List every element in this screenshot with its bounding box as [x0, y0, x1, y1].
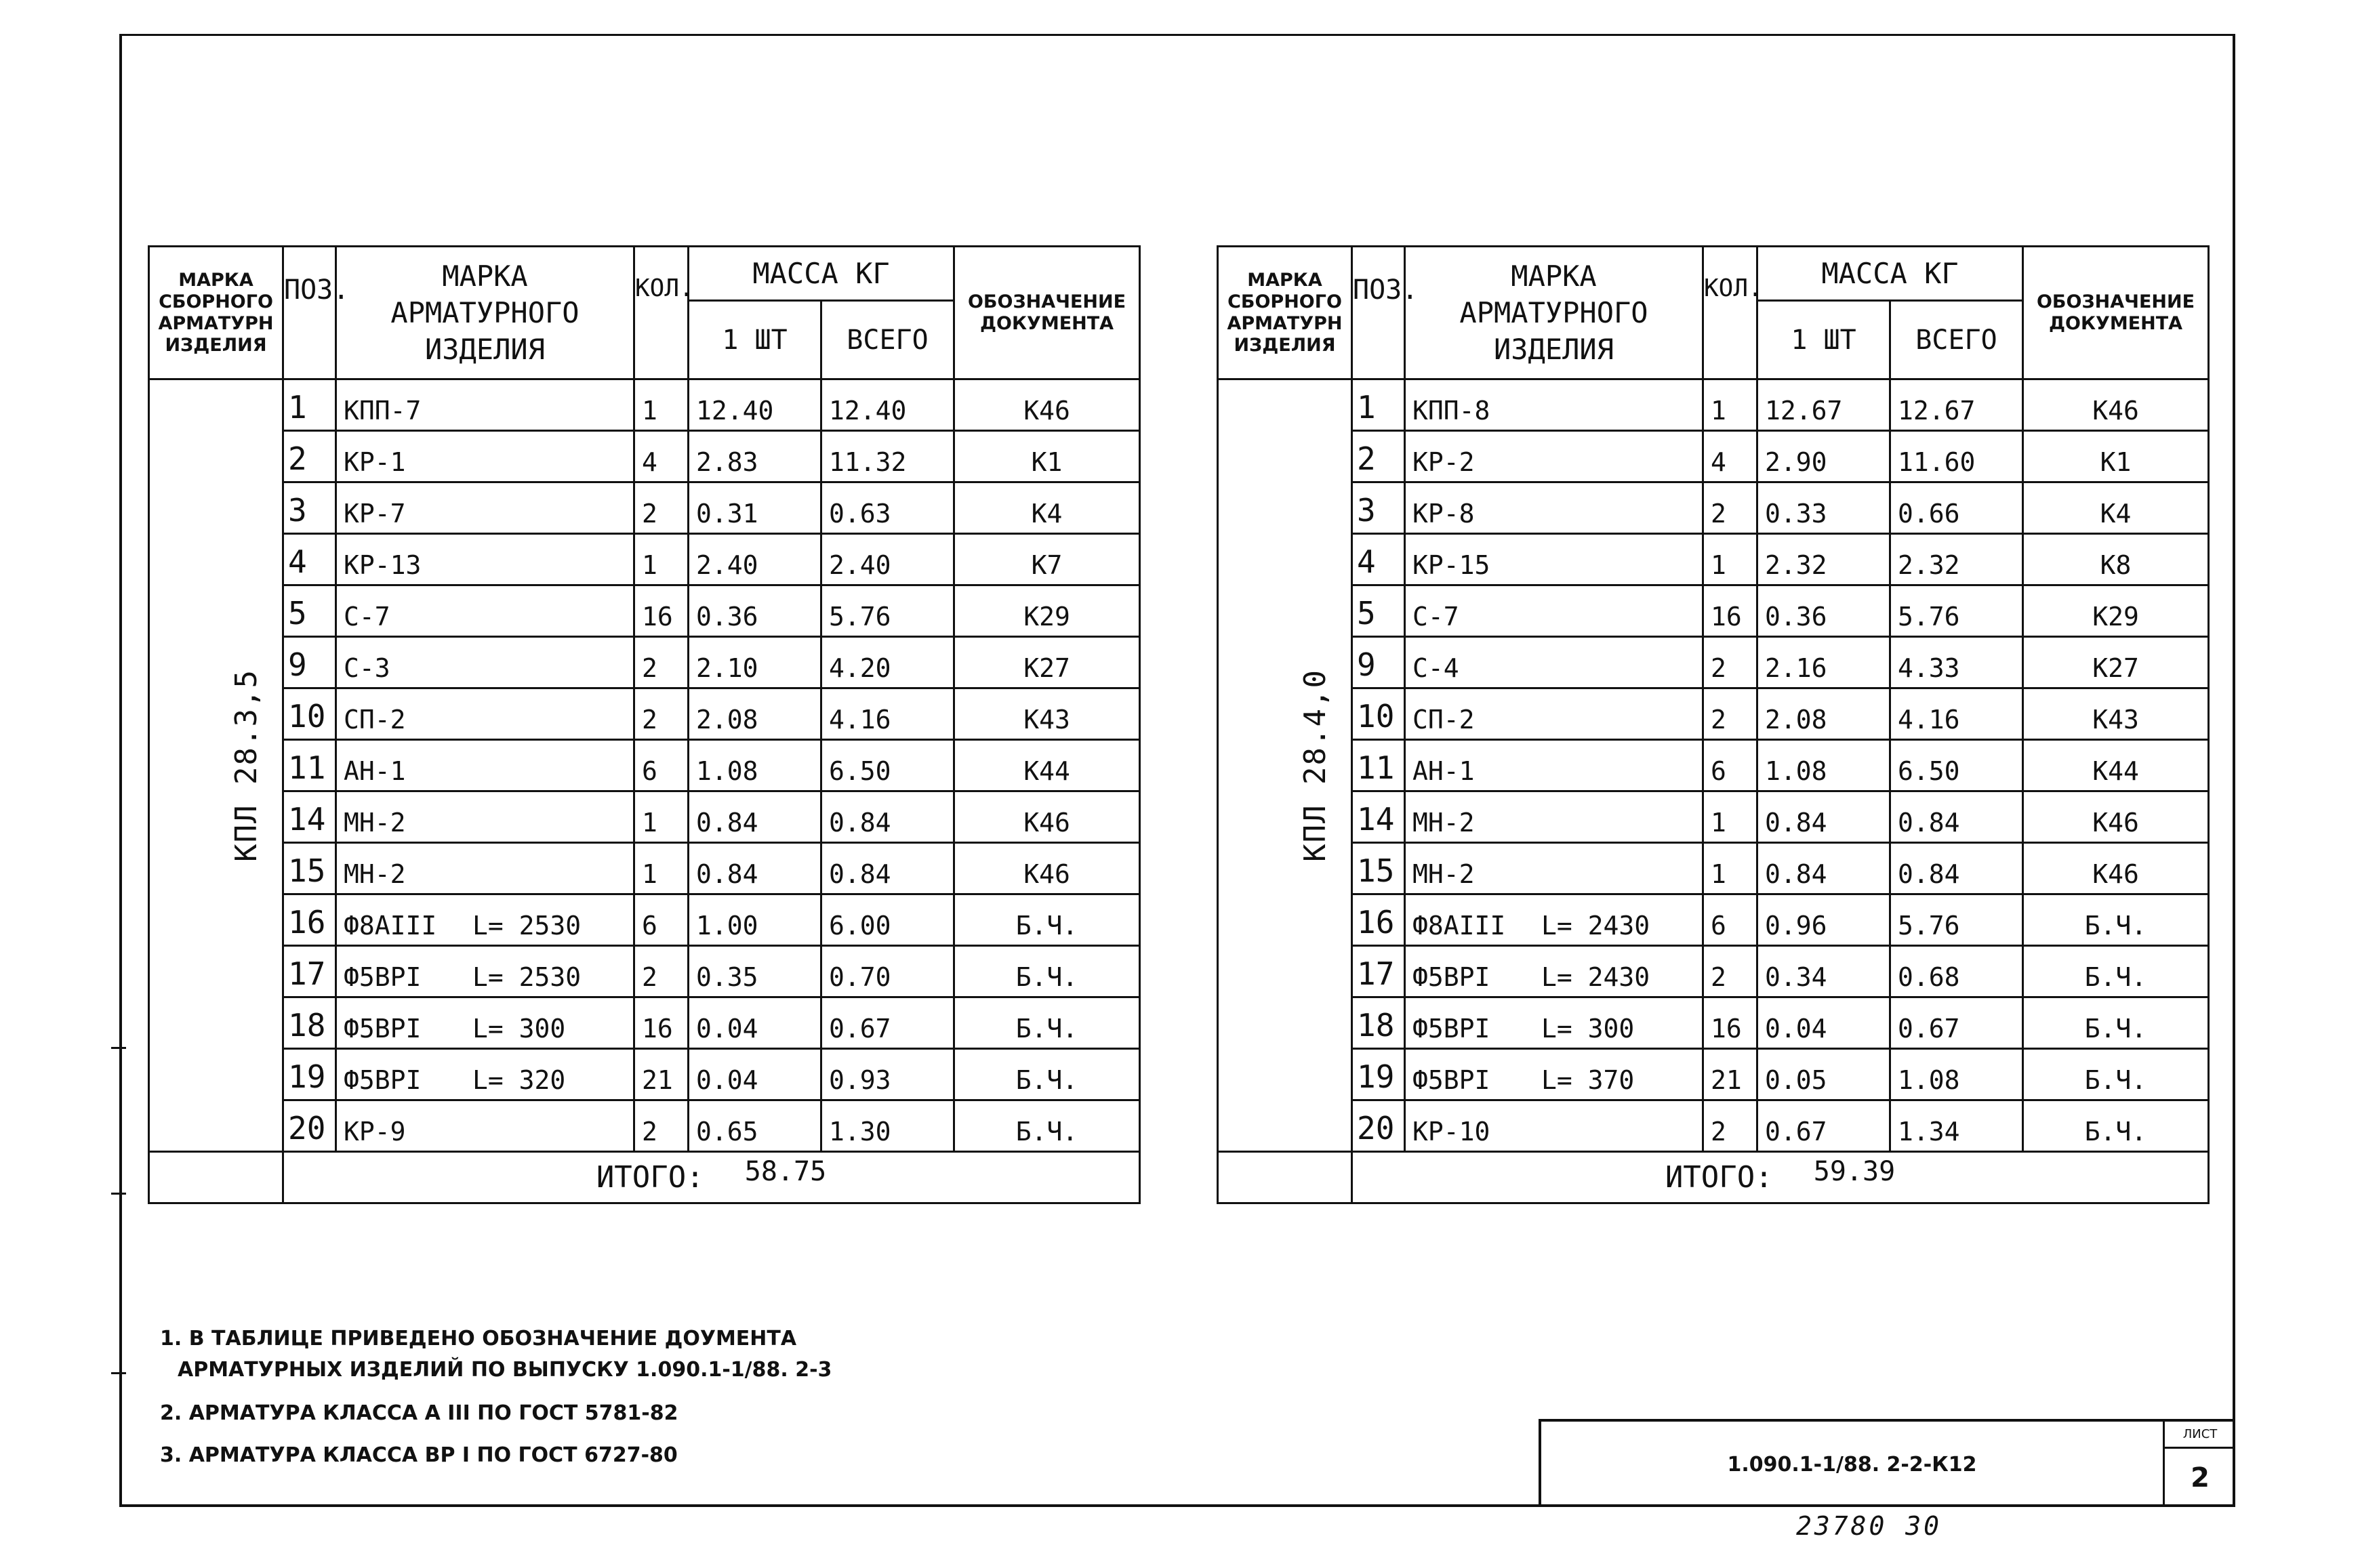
cell-mass-total: 5.76 — [1890, 894, 2023, 946]
archive-number: 23780 30 — [1796, 1511, 1942, 1541]
cell-product-mark — [1405, 585, 1703, 637]
cell-mass-total: 0.70 — [821, 946, 954, 997]
frame-tick — [111, 1372, 126, 1374]
cell-qty: 2 — [1703, 688, 1757, 740]
cell-mass-unit: 0.34 — [1757, 946, 1890, 997]
cell-document: Б.Ч. — [954, 946, 1140, 997]
header-assembly-mark: МАРКА СБОРНОГО АРМАТУРН ИЗДЕЛИЯ — [149, 247, 283, 379]
cell-document: Б.Ч. — [954, 997, 1140, 1049]
header-mass: МАССА КГ — [1757, 247, 2023, 301]
table-row — [1218, 637, 2209, 688]
cell-pos: 10 — [283, 688, 336, 740]
table-row — [1218, 1100, 2209, 1152]
cell-document: К29 — [2023, 585, 2209, 637]
total-row-blank — [1218, 1152, 1352, 1203]
table-row — [149, 585, 1140, 637]
cell-document: К8 — [2023, 534, 2209, 585]
cell-document: Б.Ч. — [2023, 1049, 2209, 1100]
cell-mass-unit: 2.08 — [1757, 688, 1890, 740]
cell-mass-total: 5.76 — [1890, 585, 2023, 637]
total-row-blank — [149, 1152, 283, 1203]
cell-mass-total: 4.16 — [821, 688, 954, 740]
cell-product-mark — [336, 688, 634, 740]
cell-mass-total: 1.34 — [1890, 1100, 2023, 1152]
cell-product-mark — [336, 482, 634, 534]
cell-product-mark — [336, 379, 634, 431]
cell-pos: 11 — [283, 740, 336, 791]
cell-qty: 6 — [634, 740, 689, 791]
product-name: АН-1 — [344, 756, 406, 786]
table-header-row — [149, 247, 1140, 301]
cell-qty: 1 — [634, 534, 689, 585]
table-row — [149, 791, 1140, 843]
cell-qty: 4 — [1703, 431, 1757, 482]
cell-mass-total: 0.84 — [821, 843, 954, 894]
title-block — [1539, 1419, 2235, 1507]
cell-pos: 4 — [283, 534, 336, 585]
cell-document: К1 — [954, 431, 1140, 482]
product-length: L= 2530 — [472, 962, 582, 992]
cell-product-mark — [1405, 946, 1703, 997]
cell-document: Б.Ч. — [954, 1100, 1140, 1152]
cell-product-mark — [1405, 1049, 1703, 1100]
cell-mass-unit: 1.08 — [1757, 740, 1890, 791]
product-length: L= 2430 — [1541, 911, 1650, 941]
header-pos: ПОЗ. — [1352, 247, 1405, 379]
cell-document: К46 — [954, 843, 1140, 894]
cell-product-mark — [336, 843, 634, 894]
cell-mass-unit: 12.40 — [689, 379, 821, 431]
cell-document: К1 — [2023, 431, 2209, 482]
product-name: Ф5ВРI — [344, 1014, 422, 1044]
specification-table-left — [148, 245, 1141, 1204]
cell-pos: 9 — [1352, 637, 1405, 688]
cell-mass-total: 0.84 — [1890, 791, 2023, 843]
cell-pos: 11 — [1352, 740, 1405, 791]
cell-pos: 5 — [1352, 585, 1405, 637]
total-label: ИТОГО: — [596, 1160, 704, 1195]
table-row — [149, 688, 1140, 740]
cell-mass-unit: 2.08 — [689, 688, 821, 740]
cell-document: Б.Ч. — [2023, 1100, 2209, 1152]
cell-pos: 16 — [1352, 894, 1405, 946]
cell-document: Б.Ч. — [954, 1049, 1140, 1100]
cell-document: К46 — [2023, 379, 2209, 431]
table-row — [149, 843, 1140, 894]
cell-qty: 21 — [634, 1049, 689, 1100]
cell-qty: 1 — [1703, 534, 1757, 585]
cell-pos: 2 — [1352, 431, 1405, 482]
cell-pos: 3 — [283, 482, 336, 534]
cell-mass-unit: 0.84 — [1757, 843, 1890, 894]
product-name: КР-2 — [1412, 447, 1475, 477]
product-name: МН-2 — [344, 859, 406, 889]
cell-pos: 18 — [283, 997, 336, 1049]
product-name: КР-10 — [1412, 1117, 1490, 1147]
table-row — [1218, 894, 2209, 946]
product-name: КР-7 — [344, 499, 406, 529]
product-name: Ф5ВРI — [344, 962, 422, 992]
cell-document: К4 — [954, 482, 1140, 534]
cell-mass-total: 4.16 — [1890, 688, 2023, 740]
cell-mass-total: 6.00 — [821, 894, 954, 946]
cell-pos: 16 — [283, 894, 336, 946]
cell-document: Б.Ч. — [2023, 997, 2209, 1049]
cell-mass-total: 1.08 — [1890, 1049, 2023, 1100]
cell-pos: 4 — [1352, 534, 1405, 585]
cell-qty: 1 — [1703, 791, 1757, 843]
product-name: КР-8 — [1412, 499, 1475, 529]
cell-document: К46 — [2023, 791, 2209, 843]
product-name: СП-2 — [1412, 705, 1475, 735]
cell-mass-unit: 0.36 — [689, 585, 821, 637]
cell-mass-total: 0.84 — [821, 791, 954, 843]
product-name: С-7 — [344, 602, 390, 632]
cell-document: К46 — [2023, 843, 2209, 894]
cell-document: К27 — [2023, 637, 2209, 688]
table-row — [149, 997, 1140, 1049]
cell-mass-total: 5.76 — [821, 585, 954, 637]
cell-product-mark — [336, 431, 634, 482]
cell-mass-total: 0.66 — [1890, 482, 2023, 534]
cell-mass-total: 4.20 — [821, 637, 954, 688]
cell-mass-total: 0.84 — [1890, 843, 2023, 894]
cell-qty: 2 — [1703, 1100, 1757, 1152]
table-row — [149, 534, 1140, 585]
cell-qty: 2 — [634, 946, 689, 997]
assembly-mark: КПЛ 28.3,5 — [228, 669, 264, 862]
header-product-mark: МАРКА АРМАТУРНОГО ИЗДЕЛИЯ — [1405, 247, 1703, 379]
cell-mass-total: 4.33 — [1890, 637, 2023, 688]
table-row — [149, 637, 1140, 688]
cell-mass-total: 0.93 — [821, 1049, 954, 1100]
table-row — [149, 379, 1140, 431]
header-qty: КОЛ. — [634, 247, 689, 379]
product-name: КР-1 — [344, 447, 406, 477]
total-cell — [1352, 1152, 2209, 1203]
cell-product-mark — [1405, 894, 1703, 946]
cell-mass-unit: 2.83 — [689, 431, 821, 482]
product-length: L= 2530 — [472, 911, 582, 941]
cell-qty: 6 — [634, 894, 689, 946]
cell-qty: 1 — [1703, 379, 1757, 431]
header-mass: МАССА КГ — [689, 247, 954, 301]
cell-mass-unit: 0.35 — [689, 946, 821, 997]
table-row — [1218, 946, 2209, 997]
cell-pos: 20 — [283, 1100, 336, 1152]
table-row — [149, 431, 1140, 482]
table-row — [1218, 534, 2209, 585]
cell-product-mark — [336, 1100, 634, 1152]
cell-qty: 16 — [1703, 997, 1757, 1049]
cell-qty: 2 — [634, 1100, 689, 1152]
cell-document: К44 — [2023, 740, 2209, 791]
cell-qty: 16 — [1703, 585, 1757, 637]
cell-mass-unit: 2.32 — [1757, 534, 1890, 585]
cell-pos: 19 — [283, 1049, 336, 1100]
table-row — [149, 946, 1140, 997]
table-body — [1218, 379, 2209, 1203]
table-body — [149, 379, 1140, 1203]
cell-mass-unit: 1.08 — [689, 740, 821, 791]
table-row — [1218, 740, 2209, 791]
cell-qty: 21 — [1703, 1049, 1757, 1100]
cell-qty: 4 — [634, 431, 689, 482]
total-value: 59.39 — [1813, 1156, 1896, 1187]
product-name: МН-2 — [344, 808, 406, 838]
product-name: Ф5ВРI — [1412, 962, 1490, 992]
header-assembly-mark: МАРКА СБОРНОГО АРМАТУРН ИЗДЕЛИЯ — [1218, 247, 1352, 379]
product-name: КПП-7 — [344, 396, 422, 426]
cell-product-mark — [1405, 482, 1703, 534]
cell-mass-total: 6.50 — [1890, 740, 2023, 791]
cell-product-mark — [336, 637, 634, 688]
cell-qty: 2 — [634, 637, 689, 688]
cell-pos: 14 — [283, 791, 336, 843]
cell-qty: 2 — [1703, 482, 1757, 534]
header-pos: ПОЗ. — [283, 247, 336, 379]
cell-document: К44 — [954, 740, 1140, 791]
cell-product-mark — [1405, 997, 1703, 1049]
cell-mass-unit: 0.05 — [1757, 1049, 1890, 1100]
product-name: Ф8АIII — [344, 911, 437, 941]
cell-document: К7 — [954, 534, 1140, 585]
header-mass-total: ВСЕГО — [821, 301, 954, 379]
product-name: Ф5ВРI — [1412, 1014, 1490, 1044]
cell-qty: 6 — [1703, 740, 1757, 791]
product-name: АН-1 — [1412, 756, 1475, 786]
cell-product-mark — [1405, 688, 1703, 740]
cell-mass-unit: 0.33 — [1757, 482, 1890, 534]
specification-table-right — [1217, 245, 2210, 1204]
cell-mass-unit: 2.10 — [689, 637, 821, 688]
header-document: ОБОЗНАЧЕНИЕ ДОКУМЕНТА — [954, 247, 1140, 379]
cell-mass-unit: 0.84 — [689, 843, 821, 894]
cell-pos: 3 — [1352, 482, 1405, 534]
cell-pos: 9 — [283, 637, 336, 688]
cell-mass-total: 1.30 — [821, 1100, 954, 1152]
cell-mass-unit: 2.90 — [1757, 431, 1890, 482]
cell-pos: 20 — [1352, 1100, 1405, 1152]
cell-mass-unit: 0.67 — [1757, 1100, 1890, 1152]
cell-pos: 1 — [1352, 379, 1405, 431]
cell-qty: 2 — [634, 482, 689, 534]
product-length: L= 300 — [472, 1014, 566, 1044]
cell-pos: 17 — [1352, 946, 1405, 997]
sheet-label: ЛИСТ — [2165, 1422, 2235, 1449]
cell-qty: 2 — [1703, 637, 1757, 688]
total-value: 58.75 — [744, 1156, 827, 1187]
product-name: КР-15 — [1412, 550, 1490, 580]
cell-qty: 1 — [634, 843, 689, 894]
cell-pos: 1 — [283, 379, 336, 431]
cell-pos: 2 — [283, 431, 336, 482]
note-1-line-1: 1. В ТАБЛИЦЕ ПРИВЕДЕНО ОБОЗНАЧЕНИЕ ДОУМЕНТА — [160, 1327, 797, 1350]
table-row — [1218, 1049, 2209, 1100]
cell-mass-total: 0.68 — [1890, 946, 2023, 997]
cell-qty: 16 — [634, 585, 689, 637]
cell-document: К46 — [954, 791, 1140, 843]
cell-product-mark — [1405, 637, 1703, 688]
cell-mass-total: 12.67 — [1890, 379, 2023, 431]
header-qty: КОЛ. — [1703, 247, 1757, 379]
cell-document: Б.Ч. — [2023, 894, 2209, 946]
table-row — [149, 740, 1140, 791]
cell-pos: 15 — [283, 843, 336, 894]
table-row — [1218, 379, 2209, 431]
cell-mass-unit: 0.31 — [689, 482, 821, 534]
product-name: С-3 — [344, 653, 390, 683]
cell-qty: 1 — [634, 791, 689, 843]
table-row — [1218, 843, 2209, 894]
cell-mass-unit: 1.00 — [689, 894, 821, 946]
cell-product-mark — [336, 997, 634, 1049]
product-name: КР-13 — [344, 550, 422, 580]
cell-mass-unit: 0.04 — [1757, 997, 1890, 1049]
cell-product-mark — [336, 791, 634, 843]
product-name: МН-2 — [1412, 808, 1475, 838]
cell-pos: 15 — [1352, 843, 1405, 894]
cell-pos: 10 — [1352, 688, 1405, 740]
product-length: L= 370 — [1541, 1065, 1635, 1095]
product-name: Ф8АIII — [1412, 911, 1506, 941]
cell-document: К27 — [954, 637, 1140, 688]
product-name: С-7 — [1412, 602, 1459, 632]
cell-mass-unit: 0.96 — [1757, 894, 1890, 946]
header-mass-total: ВСЕГО — [1890, 301, 2023, 379]
cell-product-mark — [1405, 379, 1703, 431]
cell-product-mark — [336, 740, 634, 791]
cell-qty: 1 — [1703, 843, 1757, 894]
total-row — [149, 1152, 1140, 1203]
cell-document: К43 — [2023, 688, 2209, 740]
cell-qty: 2 — [634, 688, 689, 740]
cell-product-mark — [1405, 791, 1703, 843]
cell-qty: 2 — [1703, 946, 1757, 997]
table-row — [1218, 585, 2209, 637]
header-mass-unit: 1 ШТ — [1757, 301, 1890, 379]
product-name: Ф5ВРI — [1412, 1065, 1490, 1095]
cell-mass-unit: 0.84 — [689, 791, 821, 843]
product-length: L= 2430 — [1541, 962, 1650, 992]
cell-mass-total: 11.32 — [821, 431, 954, 482]
cell-product-mark — [1405, 740, 1703, 791]
document-code: 1.090.1-1/88. 2-2-К12 — [1541, 1422, 2165, 1507]
cell-mass-unit: 0.36 — [1757, 585, 1890, 637]
sheet-number: 2 — [2191, 1462, 2210, 1493]
cell-document: Б.Ч. — [954, 894, 1140, 946]
cell-mass-unit: 2.16 — [1757, 637, 1890, 688]
table-row — [149, 894, 1140, 946]
header-product-mark: МАРКА АРМАТУРНОГО ИЗДЕЛИЯ — [336, 247, 634, 379]
note-1-line-2: АРМАТУРНЫХ ИЗДЕЛИЙ ПО ВЫПУСКУ 1.090.1-1/88. 2-3 — [178, 1358, 832, 1382]
note-3: 3. АРМАТУРА КЛАССА ВР I ПО ГОСТ 6727-80 — [160, 1443, 678, 1467]
cell-product-mark — [1405, 431, 1703, 482]
cell-product-mark — [336, 894, 634, 946]
assembly-mark: КПЛ 28.4,0 — [1297, 669, 1332, 862]
cell-mass-total: 0.67 — [821, 997, 954, 1049]
cell-product-mark — [1405, 843, 1703, 894]
product-name: СП-2 — [344, 705, 406, 735]
cell-product-mark — [1405, 534, 1703, 585]
cell-document: К43 — [954, 688, 1140, 740]
assembly-mark-cell — [149, 379, 283, 1152]
frame-tick — [111, 1047, 126, 1049]
frame-tick — [111, 1193, 126, 1195]
cell-document: К4 — [2023, 482, 2209, 534]
total-cell — [283, 1152, 1140, 1203]
cell-pos: 17 — [283, 946, 336, 997]
product-name: КПП-8 — [1412, 396, 1490, 426]
cell-mass-total: 2.32 — [1890, 534, 2023, 585]
cell-product-mark — [1405, 1100, 1703, 1152]
total-row — [1218, 1152, 2209, 1203]
cell-product-mark — [336, 534, 634, 585]
product-name: КР-9 — [344, 1117, 406, 1147]
total-label: ИТОГО: — [1665, 1160, 1773, 1195]
cell-qty: 1 — [634, 379, 689, 431]
table-row — [1218, 791, 2209, 843]
cell-mass-total: 0.63 — [821, 482, 954, 534]
cell-mass-unit: 0.04 — [689, 997, 821, 1049]
table-row — [1218, 997, 2209, 1049]
cell-mass-total: 6.50 — [821, 740, 954, 791]
product-name: Ф5ВРI — [344, 1065, 422, 1095]
cell-document: К46 — [954, 379, 1140, 431]
cell-pos: 19 — [1352, 1049, 1405, 1100]
cell-qty: 16 — [634, 997, 689, 1049]
cell-mass-unit: 0.65 — [689, 1100, 821, 1152]
table-row — [149, 482, 1140, 534]
cell-pos: 5 — [283, 585, 336, 637]
assembly-mark-cell — [1218, 379, 1352, 1152]
cell-mass-total: 2.40 — [821, 534, 954, 585]
cell-mass-unit: 12.67 — [1757, 379, 1890, 431]
cell-mass-total: 11.60 — [1890, 431, 2023, 482]
product-length: L= 320 — [472, 1065, 566, 1095]
cell-product-mark — [336, 1049, 634, 1100]
cell-qty: 6 — [1703, 894, 1757, 946]
cell-pos: 14 — [1352, 791, 1405, 843]
table-row — [1218, 688, 2209, 740]
product-name: С-4 — [1412, 653, 1459, 683]
cell-product-mark — [336, 946, 634, 997]
table-header-row — [1218, 247, 2209, 301]
cell-mass-unit: 2.40 — [689, 534, 821, 585]
header-document: ОБОЗНАЧЕНИЕ ДОКУМЕНТА — [2023, 247, 2209, 379]
cell-mass-total: 12.40 — [821, 379, 954, 431]
product-name: МН-2 — [1412, 859, 1475, 889]
cell-document: Б.Ч. — [2023, 946, 2209, 997]
cell-mass-unit: 0.84 — [1757, 791, 1890, 843]
table-row — [1218, 482, 2209, 534]
cell-document: К29 — [954, 585, 1140, 637]
product-length: L= 300 — [1541, 1014, 1635, 1044]
header-mass-unit: 1 ШТ — [689, 301, 821, 379]
table-row — [1218, 431, 2209, 482]
table-row — [149, 1049, 1140, 1100]
note-2: 2. АРМАТУРА КЛАССА А III ПО ГОСТ 5781-82 — [160, 1401, 678, 1425]
cell-mass-total: 0.67 — [1890, 997, 2023, 1049]
cell-mass-unit: 0.04 — [689, 1049, 821, 1100]
table-row — [149, 1100, 1140, 1152]
cell-pos: 18 — [1352, 997, 1405, 1049]
cell-product-mark — [336, 585, 634, 637]
